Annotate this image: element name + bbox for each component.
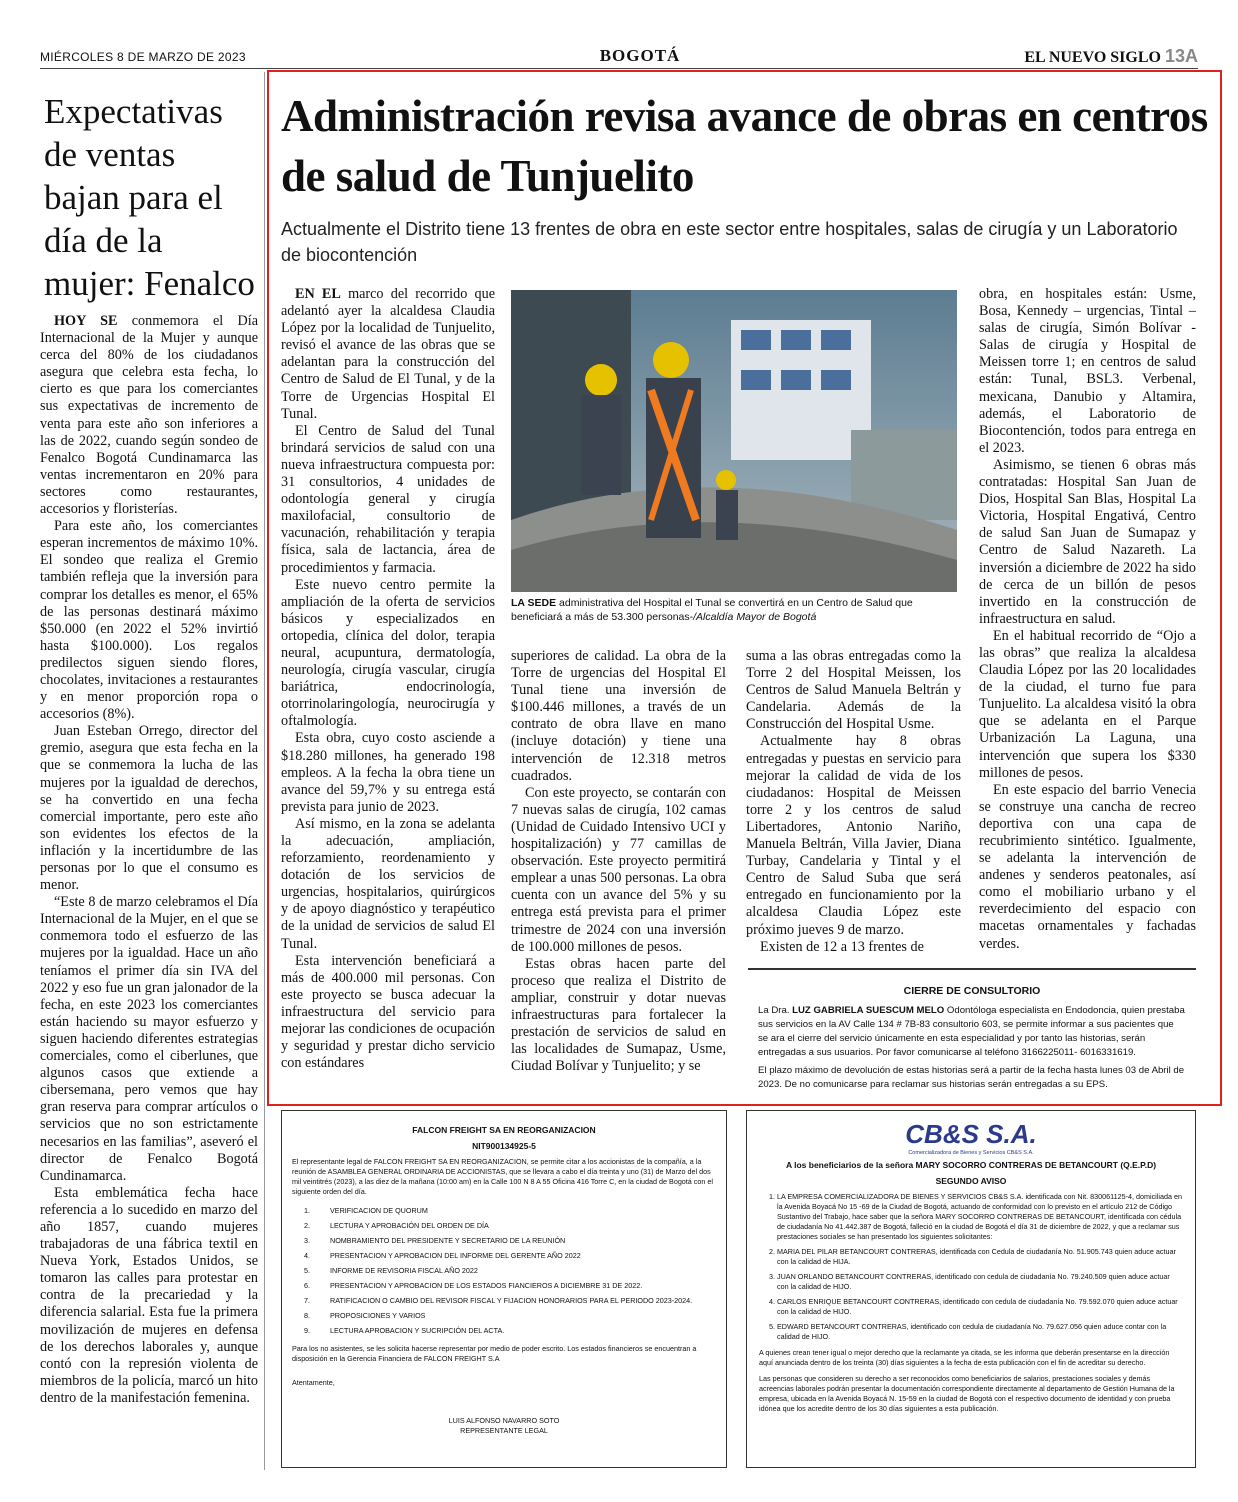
- main-paragraph-11: Actualmente hay 8 obras entregadas y puestas en servicio para mejorar la calidad de vida de los ciudadanos: Hospital de Meissen torre 2 y los centros de salud Libertadores, Antonio Nariño, Manuela Beltrán, Villa Javier, Diana Turbay, Candelaria y Tintal y el Centro de Salud Suba que será entregado en funcionamiento por la alcaldesa Claudia López este próximo jueves 9 de marzo.: [746, 733, 961, 938]
- closure-notice: [748, 968, 1196, 1100]
- claimant-item: 2. MARIA DEL PILAR BETANCOURT CONTRERAS, identificada con Cedula de ciudadanía No. 51.905.743 quien aduce actuar con la calidad de HIJA.: [777, 1247, 1183, 1267]
- cbs-logo: CB&S S.A.: [905, 1119, 1037, 1149]
- main-paragraph-15: En el habitual recorrido de “Ojo a las obras” que realiza la alcaldesa Claudia López por las 20 localidades de la ciudad, el turno fue para Tunjuelito. La alcaldesa visitó la obra que se adelanta en el Parque Urbanización La Laguna, una intervención que supera los $330 millones de pesos.: [979, 627, 1196, 781]
- caption-credit: /Alcaldía Mayor de Bogotá: [693, 611, 817, 623]
- main-column-2: [511, 648, 726, 1075]
- notice-prefix: La Dra.: [758, 1005, 790, 1016]
- side-article-title: Expectativas de ventas bajan para el día de la mujer: Fenalco: [44, 92, 255, 303]
- agenda-item: 8. PROPOSICIONES Y VARIOS: [312, 1308, 716, 1323]
- agenda-item: 5. INFORME DE REVISORIA FISCAL AÑO 2022: [312, 1263, 716, 1278]
- section-name: BOGOTÁ: [599, 46, 681, 65]
- main-column-1: [281, 286, 495, 1072]
- side-article: [40, 78, 258, 1407]
- cbs-paragraph-1: A quienes crean tener igual o mejor derecho que la reclamante ya citada, se les informa que deberán presentarse en la dirección aquí anunciada dentro de los treinta (30) días siguientes a la fecha de esta publicación con el fin de acreditar su derecho.: [759, 1348, 1170, 1367]
- cbs-logo-subtitle: Comercializadora de Bienes y Servicios CB&S S.A.: [908, 1150, 1034, 1156]
- cbs-notice-number: SEGUNDO AVISO: [935, 1176, 1007, 1186]
- issue-date: MIÉRCOLES 8 DE MARZO DE 2023: [40, 50, 246, 64]
- claimant-item: 3. JUAN ORLANDO BETANCOURT CONTRERAS, identificado con cedula de ciudadanía No. 79.240.509 quien aduce actuar con la calidad de HIJO.: [777, 1272, 1183, 1292]
- falcon-agenda: [292, 1203, 716, 1338]
- cbs-list: [759, 1192, 1183, 1342]
- cbs-ad: [746, 1110, 1196, 1468]
- side-paragraph-4: “Este 8 de marzo celebramos el Día Internacional de la Mujer, en el que se conmemora todo el esfuerzo de las mujeres por la igualdad. Hace un año teníamos el primer día sin IVA del 2022 y eso fue un gran jalonador de la fecha, en este 2023 los comerciantes están haciendo su mayor esfuerzo y siguen haciendo diferentes estrategias comerciales, como el ciberlunes, que algunos casos que extiende a cibersemana, pero vemos que hay gran reserva para comprar artículos o servicios que no son estrictamente necesarios en las familias”, aseveró el director de Fenalco Bogotá Cundinamarca.: [40, 894, 258, 1184]
- falcon-footer: Para los no asistentes, se les solicita hacerse representar por medio de poder escrito. Los estados financieros se encuentran a disposición en la Gerencia Financiera de FALCON FREIGHT S.A: [292, 1344, 697, 1363]
- falcon-closing: Atentamente,: [292, 1378, 335, 1387]
- main-paragraph-2: El Centro de Salud del Tunal brindará servicios de salud con una nueva infraestructura compuesta por: 31 consultorios, 4 unidades de odontología general y cirugía maxilofacial, consultorio de vacunación, rehabilitación y terapia física, sala de lactancia, área de procedimientos y farmacia.: [281, 422, 495, 576]
- side-article-lead: HOY SE: [54, 313, 118, 329]
- falcon-intro: El representante legal de FALCON FREIGHT SA EN REORGANIZACION, se permite citar a los accionistas de la compañía, a la reunión de ASAMBLEA GENERAL ORDINARIA DE ACCIONISTAS, que se llevara a cabo el día treinta y uno (31) de Marzo del dos mil veintitrés (2023), a las diez de la mañana (10:00 am) en la Calle 100 N 8 A 55 Oficina 416 Torre C, en la ciudad de Bogotá con el siguiente orden del día.: [292, 1157, 713, 1196]
- side-article-body: [40, 313, 258, 1407]
- side-paragraph-5: Esta emblemática fecha hace referencia a lo sucedido en marzo del año 1857, cuando mujeres trabajadoras de una fábrica textil en Nueva York, Estados Unidos, se tomaron las calles para protestar en contra de la precariedad y la diferencia salarial. Esta fue la primera movilización de mujeres en defensa de los derechos laborales y, aunque contó con la represión violenta de miembros de la policía, marcó un hito dentro de la manifestación femenina.: [40, 1184, 258, 1406]
- main-paragraph-14: Asimismo, se tienen 6 obras más contratadas: Hospital San Juan de Dios, Hospital San Blas, Hospital La Victoria, Hospital Engativá, Centro de salud San Juan de Sumapaz y Centro de Salud Nazareth. La inversión a diciembre de 2022 ha sido de cerca de un billón de pesos invertido en la construcción de infraestructura en salud.: [979, 456, 1196, 627]
- agenda-item: 3. NOMBRAMIENTO DEL PRESIDENTE Y SECRETARIO DE LA REUNIÓN: [312, 1233, 716, 1248]
- falcon-nit: NIT900134925-5: [472, 1141, 536, 1151]
- claimant-item: 5. EDWARD BETANCOURT CONTRERAS, identificado con cedula de ciudadanía No. 79.627.056 quien aduce contar con la calidad de HIJO.: [777, 1322, 1183, 1342]
- main-column-3: [746, 648, 961, 956]
- agenda-item: 9. LECTURA APROBACION Y SUCRIPCIÓN DEL ACTA.: [312, 1323, 716, 1338]
- page-header: [40, 44, 1198, 69]
- falcon-title: FALCON FREIGHT SA EN REORGANIZACION: [412, 1125, 596, 1135]
- main-article-subtitle: Actualmente el Distrito tiene 13 frentes de obra en este sector entre hospitales, salas de cirugía y un Laboratorio de biocontención: [281, 219, 1178, 265]
- main-paragraph-5: Así mismo, en la zona se adelanta la adecuación, ampliación, reforzamiento, reordenamiento y dotación de los servicios de urgencias, hospitalarios, quirúrgicos y de apoyo diagnóstico y terapéutico de la unidad de servicios de salud El Tunal.: [281, 815, 495, 952]
- falcon-signer: LUIS ALFONSO NAVARRO SOTO: [448, 1416, 560, 1425]
- photo-caption: [511, 596, 957, 624]
- notice-body: Odontóloga especialista en Endodoncia, quien prestaba sus servicios en la AV Calle 134 # 7B-83 consultorio 603, se permite informar a sus pacientes que se ara el cierre del servicio únicamente en esta especialidad y por tanto las historias, serán entregadas a sus usuarios. Por favor comunicarse al teléfono 3166225011- 6016331619.: [758, 1005, 1185, 1058]
- masthead: EL NUEVO SIGLO: [1024, 49, 1161, 66]
- side-paragraph-3: Juan Esteban Orrego, director del gremio, asegura que esta fecha en la que se conmemora la lucha de las mujeres por la igualdad de derechos, se ha convertido en una fecha comercial importante, pero este año son evidentes los efectos de la inflación y la incertidumbre de las personas por lo que el consumo es menor.: [40, 723, 258, 894]
- claimant-item: 1. LA EMPRESA COMERCIALIZADORA DE BIENES Y SERVICIOS CB&S S.A. identificada con Nit. 830061125-4, domiciliada en la Avenida Boyacá No 15 -69 de la Ciudad de Bogotá, actuando de conformidad con lo previsto en el artículo 212 de Código Sustantivo del Trabajo, hace saber que la señora MARY SOCORRO CONTRERAS DE BETANCOURT, identificada con cédula de ciudadanía No 41.442.387 de Bogotá, falleció en la ciudad de Bogotá el día 31 de diciembre de 2022, y que a reclamar sus prestaciones sociales se han presentado los siguientes solicitantes:: [777, 1192, 1183, 1242]
- main-column-4: [979, 286, 1196, 953]
- cbs-paragraph-2: Las personas que consideren su derecho a ser reconocidos como beneficiarios de salarios, prestaciones sociales y demás acreencias laborales podrán presentar la documentación correspondiente directamente al departamento de Gestión Humana de la empresa, ubicada en la Avenida Boyacá N. 15-59 en la ciudad de Bogotá con el respectivo documento de identidad y con prueba idónea que los acredite dentro de los 30 días siguientes a esta publicación.: [759, 1374, 1175, 1413]
- agenda-item: 2. LECTURA Y APROBACIÓN DEL ORDEN DE DÍA: [312, 1218, 716, 1233]
- notice-paragraph-2: El plazo máximo de devolución de estas historias será a partir de la fecha hasta lunes 03 de Abril de 2023. De no comunicarse para reclamar sus historias serán entregadas a su EPS.: [758, 1065, 1185, 1090]
- main-paragraph-4: Esta obra, cuyo costo asciende a $18.280 millones, ha generado 198 empleos. A la fecha la obra tiene un avance del 59,7% y su entrega está prevista para junio de 2023.: [281, 730, 495, 815]
- side-paragraph-2: Para este año, los comerciantes esperan incrementos de máximo 10%. El sondeo que realiza el Gremio también refleja que la inversión para comprar los detalles es menor, el 65% de las personas destinará máximo $50.000 (en 2022 el 52% invirtió hasta $100.000). Los regalos predilectos siguen siendo flores, chocolates, invitaciones a restaurantes y en menor proporción ropa o accesorios (8%).: [40, 518, 258, 723]
- article-photo: [511, 290, 957, 592]
- agenda-item: 1. VERIFICACION DE QUORUM: [312, 1203, 716, 1218]
- main-paragraph-16: En este espacio del barrio Venecia se construye una cancha de recreo deportiva con una capa de recubrimiento sintético. Igualmente, se adelanta la intervención de andenes y senderos peatonales, así como el mobiliario urbano y el reverdecimiento del espacio con macetas ornamentales y fachadas verdes.: [979, 781, 1196, 952]
- notice-paragraph-1: [758, 1004, 1186, 1060]
- falcon-freight-ad: [281, 1110, 727, 1468]
- claimant-item: 4. CARLOS ENRIQUE BETANCOURT CONTRERAS, identificado con cedula de ciudadanía No. 79.592.070 quien aduce actuar con la calidad de HIJO.: [777, 1297, 1183, 1317]
- main-paragraph-10: suma a las obras entregadas como la Torre 2 del Hospital Meissen, los Centros de Salud Manuela Beltrán y Candelaria. Además de la Construcción del Hospital Usme.: [746, 648, 961, 733]
- page-number: 13A: [1164, 46, 1198, 66]
- caption-text: administrativa del Hospital el Tunal se convertirá en un Centro de Salud que beneficiará a más de 53.300 personas-: [511, 597, 913, 623]
- agenda-item: 6. PRESENTACION Y APROBACION DE LOS ESTADOS FIANCIEROS A DICIEMBRE 31 DE 2022.: [312, 1278, 716, 1293]
- main-article-lead: EN EL: [295, 286, 341, 302]
- publication-name: [1024, 46, 1198, 67]
- main-paragraph-9: Estas obras hacen parte del proceso que realiza el Distrito de ampliar, construir y dotar nuevas infraestructuras para fortalecer la prestación de servicios de salud en las localidades de Sumapaz, Usme, Ciudad Bolívar y Tunjuelito; y se: [511, 955, 726, 1075]
- main-paragraph-13: obra, en hospitales están: Usme, Bosa, Kennedy – urgencias, Tintal – salas de cirugía, Simón Bolívar - Salas de cirugía y Hospital de Meissen torre 1; en centros de salud están: Tunal, BSL3. Verbenal, mexicana, Danubio y Altamira, además, el Laboratorio de Biocontención, todos para entrega en el 2023.: [979, 286, 1196, 456]
- main-paragraph-3: Este nuevo centro permite la ampliación de la oferta de servicios básicos y especializados en ortopedia, clínica del dolor, terapia neural, acupuntura, dermatología, neurología, cirugía vascular, cirugía bariátrica, endocrinología, otorrinolaringología, neurocirugía y oftalmología.: [281, 576, 495, 730]
- column-divider: [264, 72, 265, 1470]
- agenda-item: 7. RATIFICACION O CAMBIO DEL REVISOR FISCAL Y FIJACION HONORARIOS PARA EL PERIODO 2023-2024.: [312, 1293, 716, 1308]
- notice-title: CIERRE DE CONSULTORIO: [903, 985, 1041, 997]
- main-article-title: Administración revisa avance de obras en centros de salud de Tunjuelito: [281, 91, 1208, 201]
- main-paragraph-1: marco del recorrido que adelantó ayer la alcaldesa Claudia López por la localidad de Tunjuelito, revisó el avance de las obras que se adelantan para la construcción del Centro de Salud de El Tunal, y de la Torre de Urgencias Hospital El Tunal.: [281, 286, 495, 422]
- falcon-signer-role: REPRESENTANTE LEGAL: [460, 1426, 548, 1435]
- main-paragraph-7: superiores de calidad. La obra de la Torre de urgencias del Hospital El Tunal tiene una inversión de $100.446 millones, a través de un contrato de obra llave en mano (incluye dotación) y tiene una intervención de 12.318 metros cuadrados.: [511, 648, 726, 784]
- main-paragraph-8: Con este proyecto, se contarán con 7 nuevas salas de cirugía, 102 camas (Unidad de Cuidado Intensivo UCI y hospitalización) y 77 camillas de observación. Este proyecto permitirá emplear a unas 500 personas. La obra cuenta con un avance del 5% y su entrega está prevista para el primer trimestre de 2024 con una inversión de 100.000 millones de pesos.: [511, 784, 726, 955]
- notice-doctor-name: LUZ GABRIELA SUESCUM MELO: [792, 1005, 945, 1016]
- main-paragraph-12: Existen de 12 a 13 frentes de: [760, 938, 924, 955]
- falcon-signature: [292, 1416, 716, 1436]
- side-paragraph-1: conmemora el Día Internacional de la Mujer y aunque cerca del 80% de los ciudadanos asegura que celebra esta fecha, lo cierto es que para los comerciantes sus expectativas de incremento de venta para este año son inferiores a las de 2022, cuando según sondeo de Fenalco Bogotá Cundinamarca las ventas incrementaron en 20% para sectores como restaurantes, accesorios y floristerías.: [40, 313, 258, 518]
- cbs-heading: A los beneficiarios de la señora MARY SOCORRO CONTRERAS DE BETANCOURT (Q.E.P.D): [785, 1160, 1157, 1170]
- agenda-item: 4. PRESENTACION Y APROBACION DEL INFORME DEL GERENTE AÑO 2022: [312, 1248, 716, 1263]
- caption-lead: LA SEDE: [511, 597, 557, 609]
- main-paragraph-6: Esta intervención beneficiará a más de 400.000 mil personas. Con este proyecto se busca adecuar la infraestructura del servicio para mejorar las condiciones de ocupación y seguridad y prestar dicho servicio con estándares: [281, 952, 495, 1072]
- photo-illustration: [511, 290, 957, 592]
